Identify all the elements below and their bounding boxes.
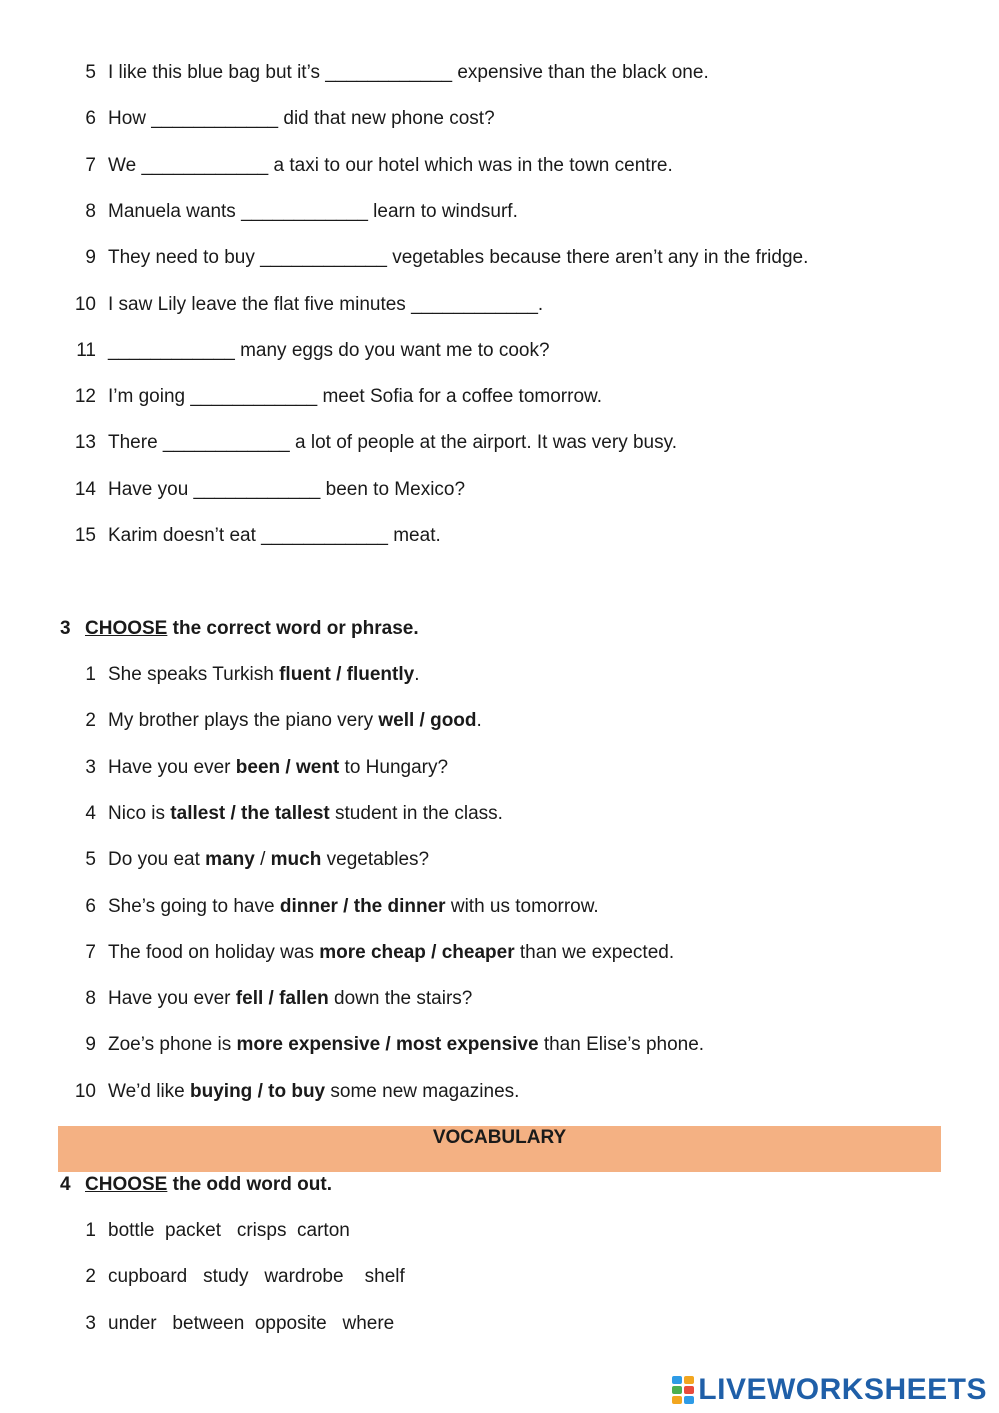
exercise-item	[0, 1219, 999, 1243]
choice-options[interactable]: been / went	[235, 757, 340, 778]
exercise-item	[0, 478, 999, 502]
item-text	[108, 802, 503, 826]
exercise-item	[0, 431, 999, 455]
item-text	[108, 1033, 704, 1057]
choice-options[interactable]: well / good	[378, 710, 477, 731]
text-after: than we expected.	[514, 942, 675, 963]
item-number: 1	[85, 664, 96, 685]
liveworksheets-logo[interactable]	[672, 1372, 987, 1408]
answer-blank[interactable]: ____________	[260, 247, 387, 268]
item-number: 5	[85, 62, 96, 83]
instruction-keyword: CHOOSE	[85, 1174, 168, 1195]
text-after: some new magazines.	[325, 1081, 520, 1102]
text-after: a taxi to our hotel which was in the town centre.	[268, 155, 673, 176]
section-number: 4	[60, 1174, 71, 1195]
text-before: Have you ever	[108, 988, 236, 1009]
exercise-item	[0, 1265, 999, 1289]
text-before: I’m going	[108, 386, 191, 407]
text-before: She’s going to have	[108, 896, 280, 917]
item-text	[108, 385, 602, 409]
choice-options[interactable]: many	[205, 849, 255, 870]
text-after: meat.	[387, 525, 441, 546]
item-text	[108, 293, 543, 317]
exercise-item	[0, 246, 999, 270]
item-text	[108, 848, 429, 872]
item-text	[108, 107, 495, 131]
logo-grid-icon	[672, 1376, 694, 1404]
text-after: down the stairs?	[328, 988, 473, 1009]
answer-blank[interactable]: ____________	[193, 479, 321, 500]
item-text	[108, 339, 550, 363]
item-text	[108, 709, 482, 733]
item-number: 9	[85, 247, 96, 268]
item-text	[108, 61, 709, 85]
exercise-item	[0, 895, 999, 919]
item-number: 10	[74, 1081, 96, 1102]
text-before: I like this blue bag but it’s	[108, 62, 326, 83]
item-number: 8	[85, 988, 96, 1009]
item-number: 11	[76, 340, 96, 361]
item-number: 13	[74, 432, 96, 453]
text-after: vegetables?	[321, 849, 430, 870]
exercise-item	[0, 756, 999, 780]
text-after: than Elise’s phone.	[538, 1034, 705, 1055]
exercise-item	[0, 802, 999, 826]
text-after: to Hungary?	[339, 757, 449, 778]
item-text	[108, 895, 599, 919]
exercise-item	[0, 1312, 999, 1336]
exercise-item	[0, 663, 999, 687]
text-after: a lot of people at the airport. It was very busy.	[289, 432, 677, 453]
text-before: My brother plays the piano very	[108, 710, 379, 731]
answer-blank[interactable]: ____________	[241, 201, 368, 222]
vocabulary-banner	[58, 1126, 941, 1172]
item-number: 2	[85, 1266, 96, 1287]
answer-blank[interactable]: ____________	[190, 386, 318, 407]
text-after: did that new phone cost?	[278, 108, 495, 129]
choice-options[interactable]: tallest / the tallest	[170, 803, 330, 824]
section-instruction	[85, 1173, 332, 1197]
item-number: 5	[85, 849, 96, 870]
text-before: Nico is	[108, 803, 171, 824]
text-before: She speaks Turkish	[108, 664, 280, 685]
exercise-item	[0, 524, 999, 548]
item-number: 15	[74, 525, 96, 546]
text-after: expensive than the black one.	[452, 62, 709, 83]
vocabulary-title: VOCABULARY	[432, 1127, 567, 1148]
text-after: many eggs do you want me to cook?	[234, 340, 550, 361]
text-after: vegetables because there aren’t any in the fridge.	[386, 247, 809, 268]
item-number: 6	[85, 108, 96, 129]
instruction-rest: the correct word or phrase.	[167, 618, 419, 639]
choice-options[interactable]: fell / fallen	[235, 988, 329, 1009]
item-number: 6	[85, 896, 96, 917]
item-number: 1	[85, 1220, 96, 1241]
item-text	[108, 246, 808, 270]
item-words[interactable]: under between opposite where	[108, 1313, 395, 1334]
answer-blank[interactable]: ____________	[141, 155, 269, 176]
text-before: Zoe’s phone is	[108, 1034, 237, 1055]
item-text	[108, 1080, 519, 1104]
text-after: meet Sofia for a coffee tomorrow.	[317, 386, 602, 407]
item-number: 9	[85, 1034, 96, 1055]
exercise-item	[0, 941, 999, 965]
item-number: 8	[85, 201, 96, 222]
answer-blank[interactable]: ____________	[151, 108, 279, 129]
item-text	[108, 987, 472, 1011]
exercise-item	[0, 709, 999, 733]
item-text	[108, 663, 419, 687]
item-number: 7	[85, 155, 96, 176]
choice-options[interactable]: more expensive / most expensive	[236, 1034, 539, 1055]
text-after: .	[414, 664, 420, 685]
section-instruction	[85, 617, 419, 641]
text-before: We’d like	[108, 1081, 191, 1102]
item-words[interactable]: cupboard study wardrobe shelf	[108, 1266, 405, 1287]
exercise-item	[0, 107, 999, 131]
exercise-item	[0, 339, 999, 363]
text-before: Do you eat	[108, 849, 206, 870]
item-words[interactable]: bottle packet crisps carton	[108, 1220, 350, 1241]
instruction-keyword: CHOOSE	[85, 618, 168, 639]
choice-options[interactable]: more cheap / cheaper	[319, 942, 515, 963]
answer-blank[interactable]: ____________	[162, 432, 290, 453]
item-text	[108, 200, 518, 224]
text-before: Karim doesn’t eat	[108, 525, 262, 546]
item-number: 3	[85, 1313, 96, 1334]
text-before: We	[108, 155, 142, 176]
item-number: 3	[85, 757, 96, 778]
text-after: student in the class.	[329, 803, 503, 824]
item-number: 7	[85, 942, 96, 963]
exercise-item	[0, 385, 999, 409]
choice-option-2[interactable]: much	[270, 849, 322, 870]
item-text	[108, 524, 441, 548]
item-number: 14	[74, 479, 96, 500]
choice-options[interactable]: buying / to buy	[190, 1081, 326, 1102]
text-before: Have you	[108, 479, 194, 500]
text-after: .	[537, 294, 544, 315]
choice-options[interactable]: fluent / fluently	[279, 664, 415, 685]
answer-blank[interactable]: ____________	[411, 294, 538, 315]
item-number: 10	[74, 294, 96, 315]
item-text	[108, 431, 677, 455]
answer-blank[interactable]: ____________	[261, 525, 388, 546]
answer-blank[interactable]: ____________	[325, 62, 453, 83]
text-before: Have you ever	[108, 757, 236, 778]
instruction-rest: the odd word out.	[167, 1174, 332, 1195]
item-text	[108, 478, 465, 502]
item-number: 4	[85, 803, 96, 824]
exercise-item	[0, 848, 999, 872]
text-after: with us tomorrow.	[445, 896, 599, 917]
text-after: .	[476, 710, 482, 731]
logo-text: LIVEWORKSHEETS	[698, 1373, 987, 1406]
exercise-item	[0, 61, 999, 85]
choice-options[interactable]: dinner / the dinner	[279, 896, 446, 917]
exercise-item	[0, 1080, 999, 1104]
item-text	[108, 756, 448, 780]
text-before: The food on holiday was	[108, 942, 320, 963]
text-before: How	[108, 108, 152, 129]
text-after: learn to windsurf.	[367, 201, 518, 222]
exercise-item	[0, 293, 999, 317]
item-text	[108, 154, 673, 178]
text-before: Manuela wants	[108, 201, 242, 222]
item-number: 2	[85, 710, 96, 731]
text-before: There	[108, 432, 163, 453]
answer-blank[interactable]: ____________	[108, 340, 235, 361]
text-before: They need to buy	[108, 247, 261, 268]
exercise-item	[0, 200, 999, 224]
exercise-item	[0, 154, 999, 178]
section-number: 3	[60, 618, 71, 639]
exercise-item	[0, 1033, 999, 1057]
item-number: 12	[74, 386, 96, 407]
exercise-item	[0, 987, 999, 1011]
item-text	[108, 941, 674, 965]
choice-separator: /	[254, 849, 271, 870]
text-before: I saw Lily leave the flat five minutes	[108, 294, 412, 315]
text-after: been to Mexico?	[320, 479, 466, 500]
